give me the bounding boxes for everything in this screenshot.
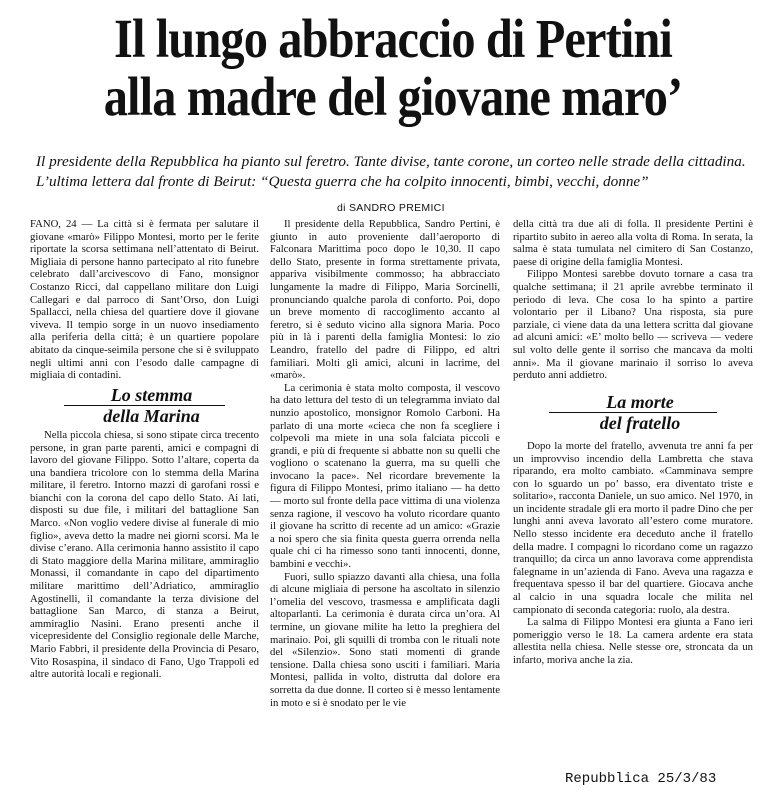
paragraph: Fuori, sullo spiazzo davanti alla chiesa, una folla di alcune migliaia di persone ha ascoltato in silenzio l’omelia del vescovo, trasmessa e amplificata dagli altoparlanti. La cerimonia è durata circa un’ora. Al termine, un giovane milite ha letto la preghiera del marinaio. Poi, gli squilli di tromba con le rituali note del «Silenzio». Sono stati momenti di grande tensione. Dalla chiesa sono usciti i familiari. Maria Montesi, pallida in volto, distrutta dal dolore era sorretta da due donne. Il corteo si è messo lentamente in moto e si è snodato per le vie bbox=[270, 570, 500, 709]
paragraph: della città tra due ali di folla. Il presidente Pertini è ripartito subito in aereo alla volta di Roma. In serata, la salma è stata tumulata nel cimitero di San Costanzo, paese di origine della famiglia Montesi. bbox=[513, 218, 753, 268]
paragraph: La salma di Filippo Montesi era giunta a Fano ieri pomeriggio verso le 18. La camera ardente era stata allestita nella chiesa. Nelle stesse ore, stroncata da un infarto, moriva anche la zia. bbox=[513, 616, 753, 666]
source-citation: Repubblica 25/3/83 bbox=[565, 771, 717, 787]
headline-line-1: Il lungo abbraccio di Pertini bbox=[113, 8, 673, 69]
headline-line-2: alla madre del giovane maro’ bbox=[103, 66, 683, 127]
paragraph: Nella piccola chiesa, si sono stipate circa trecento persone, in gran parte parenti, amici e compagni di lavoro del giovane Filippo. Sotto l’altare, coperta da una bandiera tricolore con lo stemma della Marina militare, il feretro. Intorno mazzi di garofani rossi e bianchi con la corona del capo dello Stato. Ai lati, disposti su due file, i militari del battaglione San Marco. «Non voglio vedere divise al funerale di mio figlio», aveva detto la madre nei giorni scorsi. Ma le divise c’erano. Alla cerimonia hanno assistito il capo di Stato maggiore della Marina militare, ammiraglio Monassi, il comandante in capo del dipartimento militare marittimo dell’Adriatico, ammiraglio Agostinelli, il comandante la terza divisione del battaglione San Marco, di stanza a Beirut, ammiraglio Nasini. Erano presenti anche il vicepresidente del Consiglio regionale delle Marche, Mario Fabbri, il presidente della Provincia di Pesaro, Vito Rosaspina, il sindaco di Fano, Ugo Trappoli ed altre autorità locali e regionali. bbox=[30, 428, 259, 681]
paragraph: La cerimonia è stata molto composta, il vescovo ha dato lettura del testo di un telegramma inviato dal nunzio apostolico, monsignor Romolo Carboni. Ha parlato di una morte «cieca che non fa scegliere i colpevoli ma miete in una sola falciata piccoli e grandi, e più di frequente si abbatte non su quelli che vogliono o scatenano la guerra, ma su quelli che invocano la pace». Nel ricordare brevemente la figura di Filippo Montesi, primo italiano — ha detto — morto sul fronte della pace vittima di una violenza senza ragione, il vescovo ha voluto ricordare quanto il giovane ha scritto di recente ad un amico: «Grazie a noi spero che sia finita questa guerra orrenda nella quale chi ci ha rimesso sono tanti innocenti, donne, bambini e vecchi». bbox=[270, 381, 500, 571]
section-heading-stemma bbox=[30, 384, 259, 427]
paragraph: Dopo la morte del fratello, avvenuta tre anni fa per un improvviso incendio della Lambretta che stava riparando, era molto cambiato. «Camminava sempre con lo sguardo un po’ basso, era diventato triste e solitario», racconta Daniele, un suo amico. Nel 1970, in un incidente stradale gli era morto il padre Dino che per lunghi anni aveva lavorato all’estero come muratore. Nello stesso incidente era deceduto anche il fratello della madre. I compagni lo ricordano come un ragazzo tranquillo; da circa un anno lavorava come apprendista falegname in un’azienda di Fano. Aveva una ragazza e frequentava spesso il bar del quartiere. Giocava anche al calcio in una squadra locale che milita nel campionato di seconda categoria: ruolo, ala destra. bbox=[513, 439, 753, 616]
headline bbox=[63, 10, 723, 126]
byline: di SANDRO PREMICI bbox=[337, 202, 445, 214]
article-column-1 bbox=[30, 218, 259, 681]
subheadline: Il presidente della Repubblica ha pianto sul feretro. Tante divise, tante corone, un corteo nelle strade della cittadina. L’ultima lettera dal fronte di Beirut: “Questa guerra che ha colpito innocenti, bimbi, vecchi, donne” bbox=[36, 153, 746, 190]
article-column-2 bbox=[270, 218, 500, 709]
section-heading-fratello bbox=[513, 391, 753, 434]
section-heading-line-1: Lo stemma bbox=[110, 384, 193, 405]
section-heading-line-2: della Marina bbox=[103, 406, 200, 427]
paragraph: Il presidente della Repubblica, Sandro Pertini, è giunto in auto proveniente dall’aeroporto di Falconara Marittima poco dopo le 10,30. Il capo dello Stato, presente in forma strettamente privata, appariva visibilmente commosso; ha abbracciato lungamente la madre di Filippo, Maria Sorcinelli, pronunciando qualche parola di conforto. Poi, dopo un breve momento di raccoglimento accanto al feretro, si è seduto vicino alla signora Maria. Poco più in là i parenti della famiglia Montesi: lo zio Leandro, fratello del padre di Filippo, ed altri familiari. Molti gli amici, alcuni in lacrime, del «marò». bbox=[270, 218, 500, 382]
section-heading-line-2: del fratello bbox=[599, 413, 681, 434]
paragraph: FANO, 24 — La città si è fermata per salutare il giovane «marò» Filippo Montesi, morto per le ferite riportate la scorsa settimana nell’attentato di Beirut. Migliaia di persone hanno partecipato al rito funebre celebrato dall’arcivescovo di Fano, monsignor Costanzo Ricci, dal cappellano militare don Luigi Callegari e dal parroco di Sant’Orso, don Luigi Spallacci, nella chiesa del quartiere dove il giovane viveva. Il tempio sorge in un nuovo insediamento alla periferia della città; è un quartiere popolare abitato da cinque-seimila persone che si è sviluppato negli ultimi anni con l’esodo dalle campagne di migliaia di contadini. bbox=[30, 218, 259, 382]
section-heading-line-1: La morte bbox=[606, 391, 674, 412]
article-column-3 bbox=[513, 218, 753, 667]
paragraph: Filippo Montesi sarebbe dovuto tornare a casa tra qualche settimana; il 21 aprile avrebbe terminato il periodo di leva. Che cosa lo ha spinto a partire volontario per il Libano? Una risposta, sia pure parziale, ci viene data da una lettera scritta dal giovane ad alcuni amici: «E’ molto bello — scriveva — vedere sul volto delle gente il sorriso che mancava da molti anni». Ma il giovane marinaio il sorriso lo aveva perduto anni addietro. bbox=[513, 268, 753, 382]
